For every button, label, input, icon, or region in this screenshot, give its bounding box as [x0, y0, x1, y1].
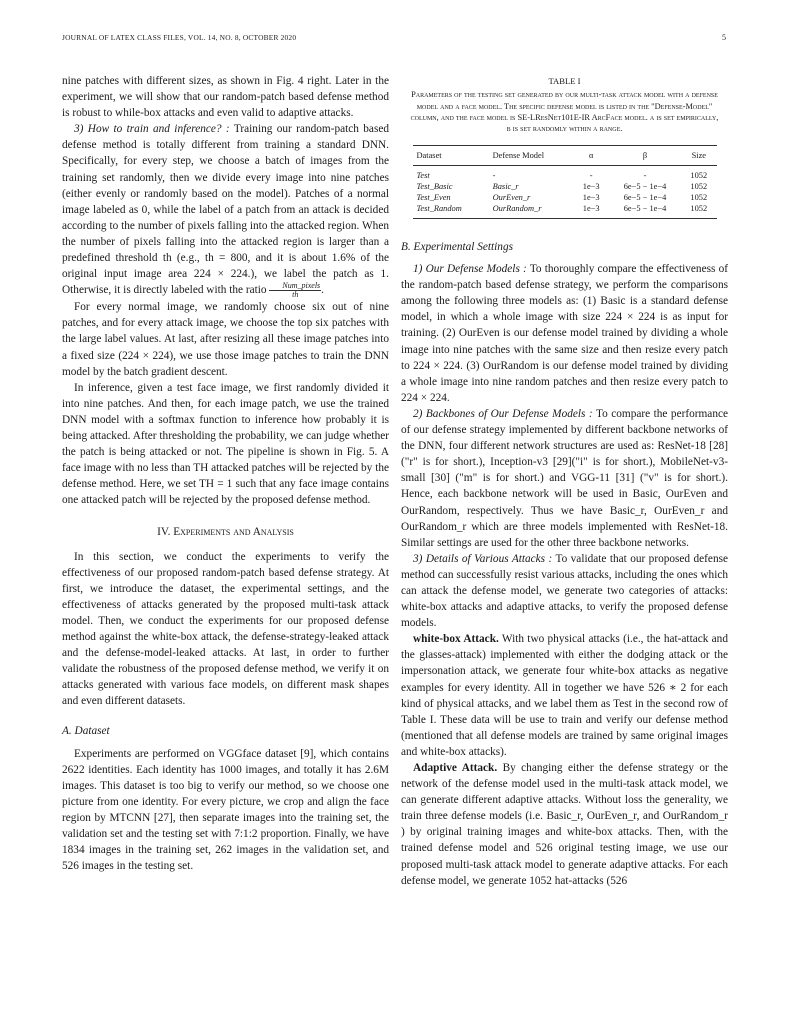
table-cell: 6e−5 − 1e−4: [609, 203, 681, 219]
paragraph: [401, 760, 728, 889]
table-cell: OurRandom_r: [489, 203, 574, 219]
paragraph-text: With two physical attacks (i.e., the hat-attack and the glasses-attack) implemented with either the dodging attack or the impersonation attack, we generate four white-box attacks as negative examples for every identity. All in together we have 526 ∗ 2 for each kind of physical attacks, and we label them as Test in the second row of Table I. These data will be use to train and verify our defense method (mentioned that all defense models are trained by same original images and white-box attacks).: [401, 633, 728, 758]
paragraph: [401, 631, 728, 760]
table-cell: 6e−5 − 1e−4: [623, 182, 667, 191]
paragraph-text: To validate that our proposed defense method can successfully resist various attacks, including the ones which can attack the defense model, we generate two categories of attacks: white-box attacks and adaptive attacks, to verify the proposed defense models.: [401, 552, 728, 630]
paragraph-heading: white-box Attack.: [413, 633, 499, 646]
table-cell: Test_Random: [413, 203, 489, 219]
paragraph-heading: 3) Details of Various Attacks :: [413, 552, 553, 565]
table-caption: Parameters of the testing set generated by our multi-task attack model with a defense model and a face model. The specific defense model is listed in the "Defense-Model" column, and the face model is SE-LResNet101E-IR ArcFace model. α is set empirically, β is set randomly within a range.: [410, 90, 719, 134]
running-header: JOURNAL OF LATEX CLASS FILES, VOL. 14, NO. 8, OCTOBER 2020: [62, 33, 297, 42]
paragraph: In this section, we conduct the experiments to verify the effectiveness of our proposed random-patch based defense strategy. At first, we introduce the dataset, the experimental settings, and the effectiveness of attacks generated by the proposed multi-task attack model. Then, we conduct the experiments for our proposed defense method against the white-box attack, the defense-strategy-leaked attack and the defense-model-leaked attacks. At last, in order to further validate the robustness of the proposed defense method, we verify it on attacks generated with various face models, on different mask shapes and even different datasets.: [62, 550, 389, 708]
table-cell: Basic_r: [492, 182, 519, 191]
paragraph-text: To compare the performance of our defense strategy implemented by different backbone networks of the DNN, four different network structures are used as: ResNet-18 [28] ("r" is for short.), Inception-v3 [29]("i" is for short.), MobileNet-v3-small [30] ("m" is for short.) and VGG-11 [31] ("v" is for short.). Hence, each backbone network will be used in Basic, OurEven and OurRandom, respectively. Thus we have Basic_r, OurEven_r and OurRandom_r which are three models implemented with ResNet-18. Similar settings are used for the other three backbone networks.: [401, 407, 729, 549]
column-header: Dataset: [413, 145, 489, 165]
table-cell: -: [492, 171, 496, 180]
paragraph-text: By changing either the defense strategy or the network of the defense model used in the multi-task attack model, we can generate different adaptive attacks. Without loss the generality, we train three defense models (i.e. Basic_r, OurEven_r, and OurRandom_r ) by original training images and white-box attacks. Then, with the trained defense model and 526 original testing image, we use our proposed multi-task attack model to generate adaptive attacks. For each defense model, we generate 1052 hat-attacks (526: [401, 762, 728, 887]
table-cell: -: [589, 171, 593, 180]
page-number: 5: [722, 33, 726, 42]
paragraph: [401, 406, 728, 551]
paragraph-heading: 1) Our Defense Models :: [413, 263, 527, 276]
paragraph-text: Training our random-patch based defense method is totally different from training a standard DNN. Specifically, for every step, we choose a batch of images from the training set randomly, then we divide every image into nine patches (either evenly or randomly based on the model). Patches of a normal image labeled as 0, while the label of a patch from an attack is decided according to the number of pixels falling into the attacked region. When the number of pixels falling into the attacked region is larger than a predefined threshold th (e.g., th = 800, and it is about 1.6% of the original input image area 224 × 224.), we label the patch as 1. Otherwise, it is directly labeled with the ratio: [62, 123, 389, 297]
table-cell: 1052: [690, 193, 708, 202]
paragraph: [401, 261, 728, 406]
right-column: [401, 76, 728, 889]
paragraph: For every normal image, we randomly choose six out of nine patches, and for every attack image, we choose the top six patches with the large label values. At last, after resizing all these image patches into a fixed size (224 × 224), we use those image patches to train the DNN model by the batch gradient descent.: [62, 301, 389, 378]
table-header-row: [413, 145, 717, 165]
table-row: [413, 203, 717, 219]
table-cell: 1e−3: [573, 203, 608, 219]
paragraph-heading: 2) Backbones of Our Defense Models :: [413, 407, 593, 420]
paragraph: nine patches with different sizes, as shown in Fig. 4 right. Later in the experiment, we will show that our random-patch based defense method is robust to while-box attacks and even valid to adaptive attacks.: [62, 75, 389, 120]
parameters-table: [413, 145, 717, 219]
table-row: [413, 192, 717, 203]
table-title: TABLE I: [548, 76, 581, 86]
column-header: Size: [681, 145, 716, 165]
paragraph-heading: 3) How to train and inference? :: [74, 123, 230, 136]
table-cell: 1052: [690, 182, 708, 191]
paragraph: Experiments are performed on VGGface dataset [9], which contains 2622 identities. Each identity has 1000 images, and totally it has 2.6M images. This dataset is too big to verify our method, so we choose one picture from one identity. For every picture, we crop and align the face region by MTCNN [27], then separate images into the training set, the validation set and the testing set with 7:1:2 proportion. Finally, we have 1834 images in the training set, 262 images in the validation set, and 526 images in the testing set.: [62, 747, 389, 873]
column-header: Defense Model: [489, 145, 574, 165]
table-cell: -: [643, 171, 647, 180]
table-cell: Test_Basic: [416, 182, 453, 191]
section-title: IV. Experiments and Analysis: [157, 526, 294, 539]
paragraph-heading: Adaptive Attack.: [413, 762, 498, 774]
table-cell: 1e−3: [582, 182, 600, 191]
table-row: [413, 166, 717, 182]
table-cell: 1052: [690, 171, 708, 180]
table-cell: Test_Even: [416, 193, 451, 202]
ratio-fraction: [269, 282, 321, 299]
paragraph: 3) How to train and inference? : Training our random-patch based defense method is totally different from training a standard DNN. Specifically, for every step, we choose a batch of images from the training set randomly, then we divide every image into nine patches (either evenly or randomly based on the model). Patches of a normal image labeled as 0, while the label of a patch from an attack is decided according to the number of pixels falling into the attacked region. When the number of pixels falling into the attacked region is larger than a predefined threshold th (e.g., th = 800, and it is about 1.6% of the original input image area 224 × 224.), we label the patch as 1. Otherwise, it is directly labeled with the ratio $\frac{\text{Num\_pixels}}{th}$.: [62, 123, 389, 300]
table-cell: 1e−3: [582, 193, 600, 202]
fraction-numerator: Num_pixels: [269, 282, 321, 291]
paragraph: [401, 551, 728, 631]
table-cell: OurEven_r: [492, 193, 531, 202]
table-row: [413, 181, 717, 192]
table-cell: Test: [416, 171, 430, 180]
column-header: β: [609, 145, 681, 165]
left-column: [62, 73, 389, 874]
table-block: [401, 76, 728, 219]
fraction-denominator: th: [292, 290, 299, 300]
table-cell: 1052: [681, 203, 716, 219]
paragraph: In inference, given a test face image, we first randomly divided it into nine patches. And then, for each image patch, we use the trained DNN model with a softmax function to inference how probably it is being attacked. After thresholding the probability, we can judge whether the patch is being attacked or not. The pipeline is shown in Fig. 5. A face image with no less than TH attacked patches will be rejected by the defense method. Here, we set TH = 1 such that any face image contains one attacked patch will be rejected by the proposed defense method.: [62, 381, 389, 507]
paragraph-text: To thoroughly compare the effectiveness of the random-patch based defense strategy, we perform the comparisons among the following three models as: (1) Basic is a standard defense model, in which a whole image with size 224 × 224 is as input for training. (2) OurEven is our defense model trained by dividing a whole image into nine patches with the same size and then resize every patch to 224 × 224. (3) OurRandom is our defense model trained by dividing a whole image into nine random patches and then resize every patch to 224 × 224.: [401, 263, 728, 404]
table-cell: 6e−5 − 1e−4: [623, 193, 667, 202]
subsection-title: B. Experimental Settings: [401, 241, 514, 253]
subsection-title: A. Dataset: [62, 725, 110, 738]
column-header: α: [573, 145, 608, 165]
